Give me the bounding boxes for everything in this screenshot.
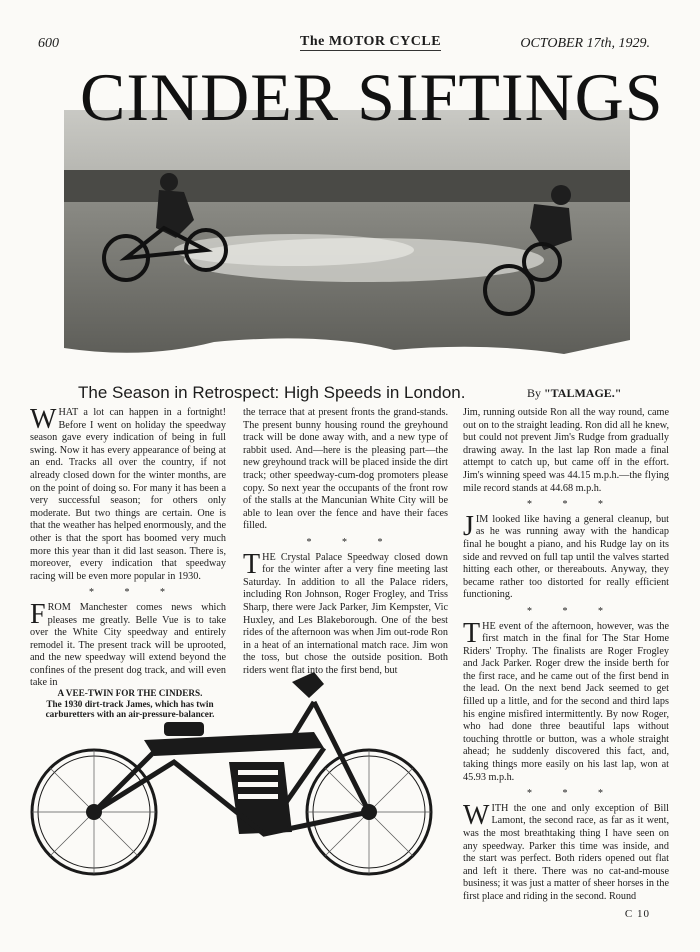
drop-cap: W	[30, 404, 57, 435]
page-folio: C 10	[624, 908, 650, 920]
paragraph	[463, 799, 669, 904]
paragraph-text: Jim, running outside Ron all the way round, came out on to the straight leading. Ron did all he knew, but could not prevent Jim's Rudge from gradually drawing away. In the last lap Ron made a final attempt to catch up, but came off in the effort. Jim's winning speed was 44.15 m.p.h.—the flying mile record stands at 44.68 m.p.h.	[463, 407, 669, 494]
illustration-caption	[30, 688, 230, 720]
paragraph-text: HAT a lot can happen in a fortnight! Before I went on holiday the speedway season gave every indication of being in full swing. Now it has every appearance of being at an end. Tracks all over the country, if not already closed down for the winter months, are on the point of doing so. For many it has been a very successful season; for others only moderate. But two things are certain. One is that the weather has helped enormously, and the other is that the sport has boomed very much more this year than it did last season. There is, moreover, every indication that speedway racing will be even more popular in 1930.	[30, 407, 226, 582]
byline	[527, 386, 621, 401]
paragraph-text: ROM Manchester comes news which pleases me greatly. Belle Vue is to take over the White City speedway and entirely remodel it. The present track will be uprooted, and the new speedway will extend beyond the confines of the present dog track, and will even take in	[30, 601, 226, 689]
paragraph	[243, 548, 448, 678]
paragraph	[243, 407, 448, 533]
article-subtitle: The Season in Retrospect: High Speeds in London.	[78, 383, 466, 402]
drop-cap: T	[243, 548, 261, 580]
column-2	[243, 407, 448, 677]
drop-cap: W	[463, 799, 490, 831]
paragraph	[463, 510, 669, 602]
article-title: CINDER SIFTINGS	[80, 59, 664, 135]
section-separator: * * *	[527, 605, 617, 617]
paragraph-text: the terrace that at present fronts the grand-stands. The present bunny housing round the greyhound track will be done away with, and a new type of rabbit used. And—here is the pleasing part—the new greyhound track will be placed inside the dirt track; other speedway-cum-dog promoters please copy. So next year the occupants of the front row of the stalls at the Mancunian White City will be able to lean over the fence and have their faces filled.	[243, 407, 448, 532]
paragraph-text: HE event of the afternoon, however, was the first match in the final for The Star Home Riders' Trophy. The finalists are Roger Frogley and Jack Parker. Roger drew the inside berth for the first race, and he came out of the first bend in the lead. On the next bend Jack seemed to get filled up a little, and for the second and third laps his engine misfired intermittently. By now Roger, who had done three beautiful laps without touching throttle or button, was a whole straight ahead; he suddenly discovered this fact, and, taking things more easily on his last lap, won at 45.93 m.p.h.	[463, 620, 669, 783]
drop-cap: F	[30, 598, 46, 630]
paragraph-text: ITH the one and only exception of Bill Lamont, the second race, as far as it went, was the most breathtaking thing I have seen on any speedway. Parker this time was inside, and the start was perfect. Both riders opened out flat and left it there. There was no cat-and-mouse business; it was just a matter of sheer horses in the first place and riding in the second. Round	[463, 802, 669, 902]
paragraph-text: IM looked like having a general cleanup, but as he was running away with the handicap final he bought a piano, and his Rudge lay on its side and revved on full tap until the valves started hitting each other, or thereabouts. Anyway, they became rather too distorted for really efficient functioning.	[463, 513, 669, 601]
column-3	[463, 407, 669, 904]
section-separator: * * *	[527, 788, 617, 800]
column-1	[30, 404, 226, 690]
section-separator: * * *	[527, 499, 617, 511]
paragraph	[463, 407, 669, 495]
issue-date: OCTOBER 17th, 1929.	[520, 36, 650, 51]
page-number: 600	[38, 36, 59, 51]
caption-text: The 1930 dirt-track James, which has twin carburetters with an air-pressure-balancer.	[45, 698, 215, 719]
masthead: The MOTOR CYCLE	[300, 34, 442, 49]
byline-prefix: By	[527, 386, 542, 400]
caption-heading: A VEE-TWIN FOR THE CINDERS.	[57, 688, 203, 698]
title-block	[62, 58, 664, 138]
dirt-track-race-photo	[64, 110, 630, 368]
drop-cap: T	[463, 617, 481, 649]
paragraph-text: HE Crystal Palace Speedway closed down for the winter after a very fine meeting last Saturday. In addition to all the Palace riders, including Ron Johnson, Roger Frogley, and Triss Sharp, there were Jack Parker, Jim Kempster, Vic Huxley, and Les Blakeborough. One of the best rides of the afternoon was when Jim out-rode Ron in a heat of an international match race. Jim won the toss, but chose the outside position. Both riders went flat into the first bend, but	[243, 551, 448, 676]
paragraph	[30, 404, 226, 583]
section-separator: * * *	[89, 587, 179, 599]
byline-author: "TALMAGE."	[544, 386, 622, 400]
drop-cap: J	[463, 510, 474, 542]
section-separator: * * *	[306, 536, 397, 548]
paragraph	[463, 617, 669, 785]
page-header	[0, 34, 700, 58]
